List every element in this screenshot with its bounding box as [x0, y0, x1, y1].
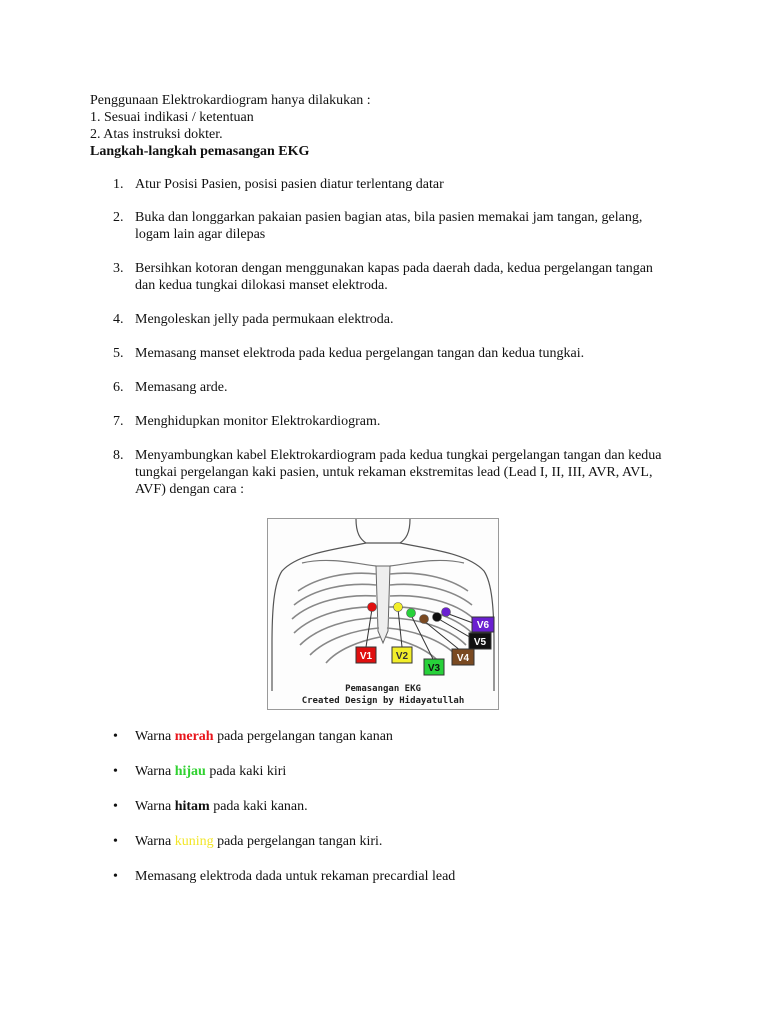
color-suffix: pada kaki kanan.	[209, 799, 308, 814]
step-text: Buka dan longgarkan pakaian pasien bagian atas, bila pasien memakai jam tangan, gelang, logam lain agar dilepas	[135, 210, 643, 242]
step-item	[90, 379, 670, 396]
step-text: Menyambungkan kabel Elektrokardiogram pada kedua tungkai pergelangan tangan dan kedua tungkai pergelangan kaki pasien, untuk rekaman ekstremitas lead (Lead I, II, III, AVR, AVL, AVF) dengan cara :	[135, 448, 662, 497]
intro-indication: 1. Sesuai indikasi / ketentuan	[90, 110, 254, 125]
step-text: Atur Posisi Pasien, posisi pasien diatur terlentang datar	[135, 177, 444, 192]
color-item	[90, 728, 670, 745]
bullet: •	[113, 869, 118, 884]
intro-section	[90, 92, 690, 160]
step-item	[90, 311, 670, 328]
v5-label: V5	[473, 637, 487, 648]
step-item	[90, 345, 670, 362]
ekg-figure	[267, 518, 499, 710]
intro-instruction: 2. Atas instruksi dokter.	[90, 127, 223, 142]
v2-label: V2	[395, 651, 409, 662]
step-number: 3.	[113, 261, 124, 276]
color-item	[90, 763, 670, 780]
ekg-chest-illustration	[268, 519, 498, 709]
v4-label: V4	[456, 653, 470, 664]
color-prefix: Warna	[135, 764, 175, 779]
step-item	[90, 209, 670, 243]
bullet: •	[113, 834, 118, 849]
step-item	[90, 176, 670, 193]
color-suffix: pada kaki kiri	[205, 764, 287, 779]
bullet: •	[113, 799, 118, 814]
color-list	[90, 728, 670, 885]
step-number: 5.	[113, 346, 124, 361]
precardial-text: Memasang elektroda dada untuk rekaman precardial lead	[135, 869, 456, 884]
step-text: Memasang manset elektroda pada kedua pergelangan tangan dan kedua tungkai.	[135, 346, 585, 361]
color-item	[90, 868, 670, 885]
figure-caption-credit: Created Design by Hidayatullah	[301, 696, 465, 706]
step-item	[90, 413, 670, 430]
color-suffix: pada pergelangan tangan kiri.	[213, 834, 383, 849]
color-word-red: merah	[174, 729, 214, 744]
step-item	[90, 447, 670, 498]
color-item	[90, 833, 670, 850]
color-word-black: hitam	[174, 799, 210, 814]
step-text: Memasang arde.	[135, 380, 228, 395]
v1-label: V1	[359, 651, 373, 662]
color-prefix: Warna	[135, 834, 175, 849]
step-number: 4.	[113, 312, 124, 327]
color-prefix: Warna	[135, 729, 175, 744]
color-word-yellow: kuning	[174, 834, 214, 849]
step-item	[90, 260, 670, 294]
color-word-green: hijau	[174, 764, 206, 779]
bullet: •	[113, 729, 118, 744]
step-number: 2.	[113, 210, 124, 225]
step-text: Bersihkan kotoran dengan menggunakan kapas pada daerah dada, kedua pergelangan tangan dan kedua tungkai dilokasi manset elektroda.	[135, 261, 653, 293]
step-number: 8.	[113, 448, 124, 463]
section-heading: Langkah-langkah pemasangan EKG	[90, 144, 310, 159]
color-item	[90, 798, 670, 815]
figure-caption-title: Pemasangan EKG	[345, 684, 421, 694]
v6-label: V6	[476, 620, 490, 631]
v3-label: V3	[427, 663, 441, 674]
step-text: Menghidupkan monitor Elektrokardiogram.	[135, 414, 381, 429]
bullet: •	[113, 764, 118, 779]
step-number: 6.	[113, 380, 124, 395]
step-text: Mengoleskan jelly pada permukaan elektroda.	[135, 312, 394, 327]
intro-line: Penggunaan Elektrokardiogram hanya dilakukan :	[90, 93, 371, 108]
color-suffix: pada pergelangan tangan kanan	[213, 729, 393, 744]
step-number: 7.	[113, 414, 124, 429]
steps-list	[90, 176, 670, 498]
step-number: 1.	[113, 177, 124, 192]
color-prefix: Warna	[135, 799, 175, 814]
